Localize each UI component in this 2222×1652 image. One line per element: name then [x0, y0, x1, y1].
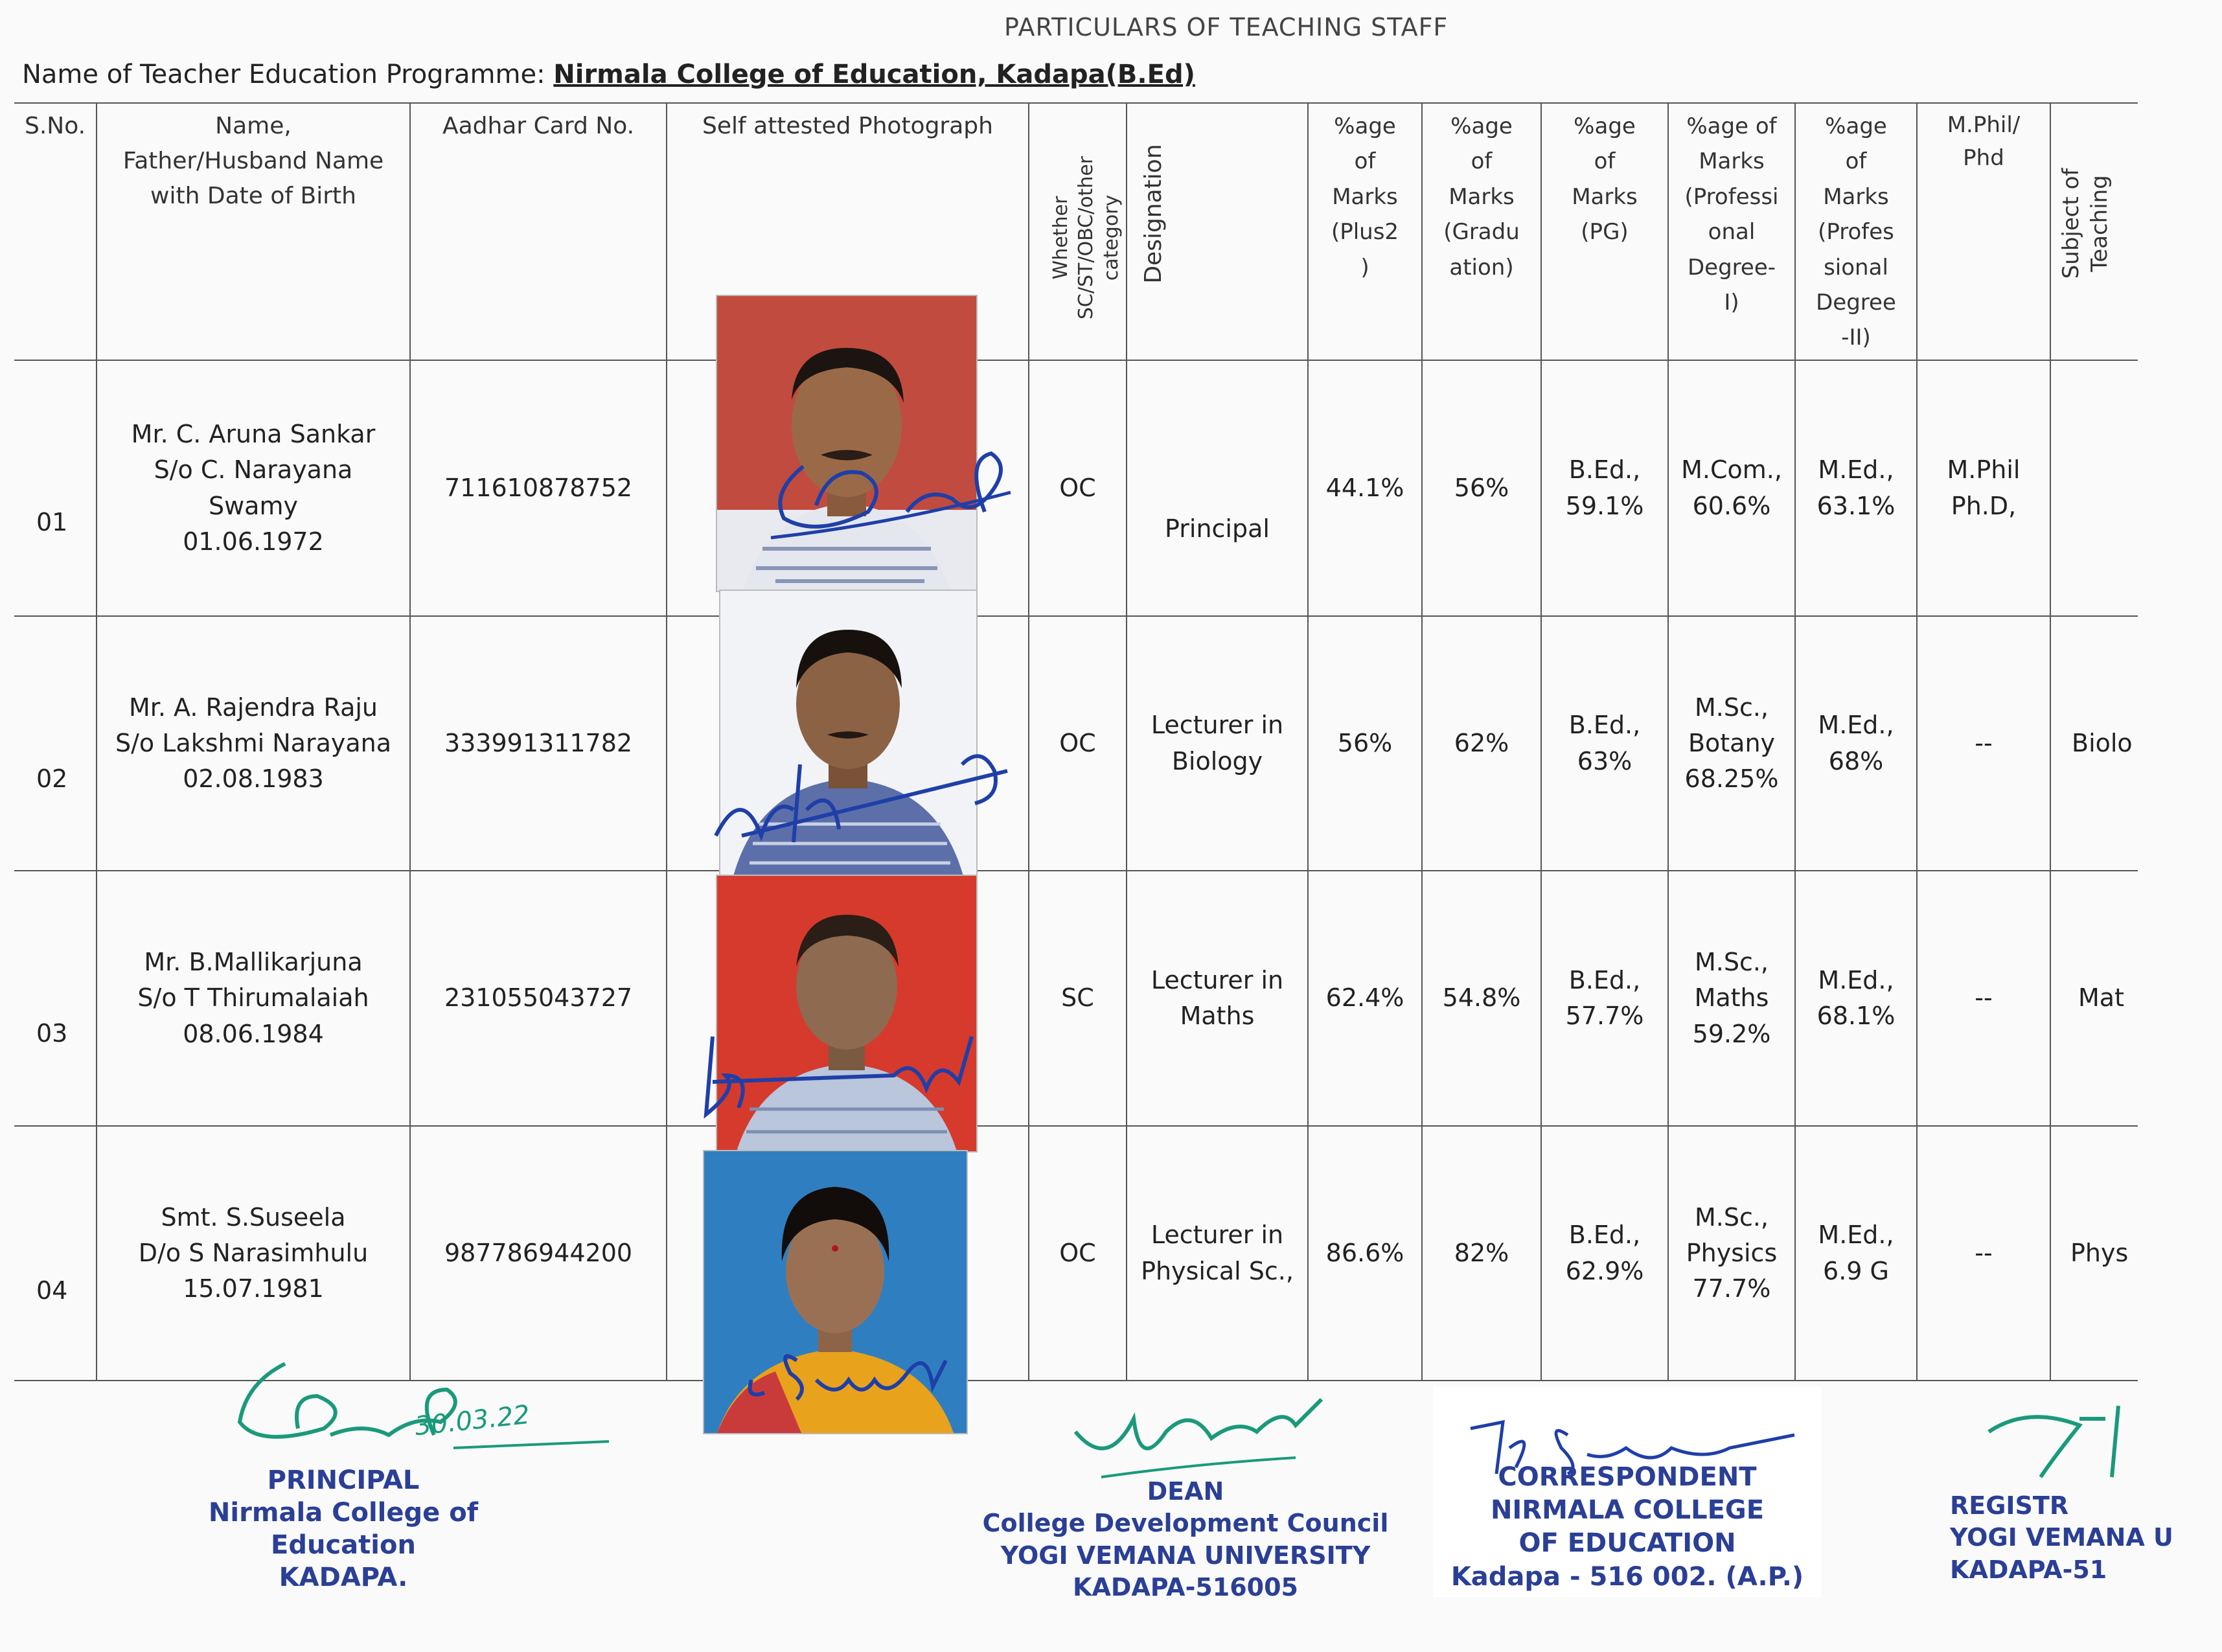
signature-row-4	[739, 1322, 972, 1419]
row-sno: 03	[36, 1019, 68, 1048]
row-aadhar: 333991311782	[444, 728, 633, 757]
row-mphil: M.Phil Ph.D,	[1947, 455, 2021, 520]
header-mphil: M.Phil/ Phd	[1947, 112, 2021, 171]
registrar-stamp: REGISTR YOGI VEMANA U KADAPA-51	[1950, 1491, 2173, 1584]
row-plus2: 86.6%	[1325, 1238, 1404, 1267]
row-designation: Lecturer in Physical Sc.,	[1141, 1221, 1294, 1285]
row-prof2: M.Ed., 63.1%	[1816, 455, 1896, 520]
row-plus2: 62.4%	[1325, 983, 1404, 1013]
row-prof2: M.Ed., 6.9 G	[1818, 1221, 1894, 1285]
signature-row-3	[700, 998, 985, 1127]
row-graduation: 56%	[1454, 473, 1509, 502]
row-plus2: 56%	[1337, 728, 1393, 757]
row-category: SC	[1061, 983, 1094, 1013]
signature-row-2	[703, 706, 1027, 862]
row-pg: B.Ed., 62.9%	[1565, 1221, 1644, 1285]
header-sno: S.No.	[24, 113, 86, 139]
row-graduation: 54.8%	[1442, 983, 1521, 1013]
row-sno: 01	[36, 508, 68, 536]
row-sno: 04	[36, 1276, 68, 1305]
correspondent-stamp: CORRESPONDENT NIRMALA COLLEGE OF EDUCATION Kadapa - 516 002. (A.P.)	[1450, 1462, 1804, 1592]
header-pg: %age of Marks (PG)	[1572, 113, 1638, 246]
header-photo: Self attested Photograph	[702, 113, 993, 139]
dean-stamp: DEAN College Development Council YOGI VEMANA UNIVERSITY KADAPA-516005	[982, 1477, 1389, 1602]
row-prof2: M.Ed., 68.1%	[1816, 965, 1896, 1030]
row-subject: Biolo	[2072, 728, 2133, 757]
row-name: Mr. B.Mallikarjuna S/o T Thirumalaiah 08.06.1984	[137, 948, 369, 1048]
row-designation: Lecturer in Biology	[1151, 711, 1284, 775]
header-category: Whether SC/ST/OBC/other category	[1049, 155, 1123, 320]
principal-date: 30.03.22	[413, 1399, 532, 1442]
programme-value: Nirmala College of Education, Kadapa(B.Ed)	[553, 60, 1195, 89]
row-name: Smt. S.Suseela D/o S Narasimhulu 15.07.1981	[138, 1202, 369, 1303]
header-plus2: %age of Marks (Plus2 )	[1331, 113, 1399, 281]
registrar-signature	[1976, 1393, 2138, 1484]
row-category: OC	[1059, 728, 1096, 757]
row-mphil: --	[1975, 1238, 1993, 1267]
row-pg: B.Ed., 63%	[1568, 711, 1641, 775]
row-name: Mr. A. Rajendra Raju S/o Lakshmi Narayana 02.08.1983	[115, 693, 391, 794]
row-aadhar: 987786944200	[444, 1238, 633, 1267]
row-pg: B.Ed., 59.1%	[1565, 455, 1644, 520]
row-mphil: --	[1975, 983, 1993, 1013]
row-prof1: M.Com., 60.6%	[1681, 455, 1782, 520]
header-subject: Subject of Teaching	[2058, 168, 2113, 279]
row-mphil: --	[1975, 728, 1993, 757]
row-name: Mr. C. Aruna Sankar S/o C. Narayana Swamy 01.06.1972	[131, 420, 376, 556]
row-sno: 02	[36, 764, 68, 793]
row-prof1: M.Sc., Botany 68.25%	[1684, 693, 1779, 794]
row-pg: B.Ed., 57.7%	[1565, 965, 1644, 1030]
row-prof1: M.Sc., Physics 77.7%	[1686, 1202, 1778, 1303]
row-graduation: 82%	[1454, 1238, 1509, 1267]
row-aadhar: 231055043727	[444, 983, 633, 1013]
header-name: Name, Father/Husband Name with Date of Birth	[122, 113, 384, 209]
principal-signature	[220, 1344, 622, 1474]
header-designation: Designation	[1140, 144, 1167, 284]
header-graduation: %age of Marks (Gradu ation)	[1443, 113, 1520, 281]
row-category: OC	[1059, 473, 1096, 502]
row-category: OC	[1059, 1238, 1096, 1267]
row-graduation: 62%	[1454, 728, 1509, 757]
row-aadhar: 711610878752	[444, 473, 633, 502]
row-subject: Mat	[2078, 983, 2124, 1013]
row-plus2: 44.1%	[1325, 473, 1404, 502]
principal-stamp: PRINCIPAL Nirmala College of Education KADAPA.	[208, 1465, 479, 1592]
row-prof1: M.Sc., Maths 59.2%	[1692, 948, 1771, 1048]
row-designation: Principal	[1165, 514, 1270, 543]
header-aadhar: Aadhar Card No.	[442, 113, 635, 139]
header-prof2: %age of Marks (Profes sional Degree -II)	[1816, 113, 1896, 351]
row-subject	[2051, 361, 2138, 615]
row-subject: Phys	[2070, 1238, 2129, 1267]
row-designation: Lecturer in Maths	[1151, 965, 1284, 1030]
programme-line	[22, 60, 1195, 89]
page-title: PARTICULARS OF TEACHING STAFF	[1004, 13, 1449, 41]
header-prof1: %age of Marks (Professi onal Degree- I)	[1684, 113, 1779, 315]
programme-label: Name of Teacher Education Programme:	[22, 60, 545, 89]
row-prof2: M.Ed., 68%	[1818, 711, 1894, 775]
signature-row-1	[758, 415, 1030, 557]
